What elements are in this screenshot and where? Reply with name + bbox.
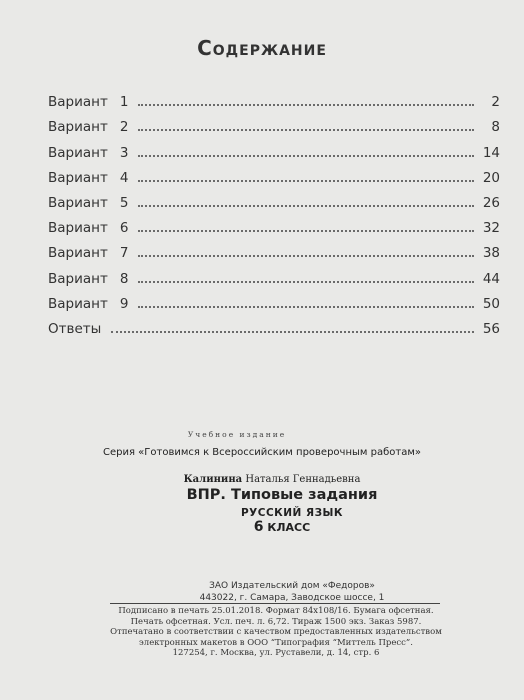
toc-entry-number: 6: [119, 220, 129, 237]
leader-dots: [138, 230, 474, 232]
toc-entry-number: 1: [119, 94, 129, 111]
toc-entry-label: Вариант 4: [48, 169, 129, 186]
divider: [110, 603, 440, 604]
leader-dots: [138, 129, 474, 131]
toc-entry: [48, 161, 500, 186]
print-info-line: Печать офсетная. Усл. печ. л. 6,72. Тираж 1500 экз. Заказ 5987.: [130, 616, 422, 627]
leader-dots: [138, 180, 474, 182]
toc-entry-label: Вариант 6: [48, 220, 129, 237]
toc-entry-label: Ответы: [48, 320, 102, 337]
publisher-name: ЗАО Издательский дом «Федоров»: [209, 581, 375, 591]
toc-entry-label: Вариант 8: [48, 270, 129, 287]
toc-entry-number: 7: [119, 245, 129, 262]
toc-entry-label: Вариант 2: [48, 119, 129, 136]
toc-entry-label: Вариант 9: [48, 295, 129, 312]
print-info-line: Подписано в печать 25.01.2018. Формат 84х108/16. Бумага офсетная.: [118, 606, 434, 616]
toc-entry-label: Вариант 7: [48, 245, 129, 262]
toc-entry: [48, 236, 500, 261]
toc-entry: [48, 261, 500, 286]
leader-dots: [138, 104, 474, 106]
toc-entry-page: 38: [482, 245, 500, 262]
toc-entry-number: 3: [119, 144, 129, 161]
leader-dots: [138, 205, 474, 207]
toc-entry-page: 56: [482, 320, 500, 337]
publisher-block: [30, 580, 524, 604]
print-info: [106, 606, 446, 659]
toc-entry-page: 44: [482, 270, 500, 287]
leader-dots: [111, 331, 474, 333]
toc-entry-page: 2: [491, 94, 500, 111]
toc-entry-label: Вариант 1: [48, 94, 129, 111]
toc-entry: [48, 110, 500, 135]
book-title: ВПР. Типовые задания: [186, 487, 378, 503]
toc-entry-number: 5: [119, 194, 129, 211]
toc-entry-label: Вариант 3: [48, 144, 129, 161]
toc-entry: [48, 135, 500, 160]
toc-entry-page: 32: [482, 220, 500, 237]
imprint-block: [0, 430, 524, 535]
print-info-line: электронных макетов в ООО “Типография “Миттель Пресс”.: [139, 637, 413, 648]
toc-entry: [48, 287, 500, 312]
toc-title: Содержание: [197, 36, 327, 60]
leader-dots: [138, 306, 474, 308]
toc-entry-page: 8: [491, 119, 500, 136]
author-name: Калинина Наталья Геннадьевна: [183, 474, 361, 485]
toc-entry-number: 9: [119, 295, 129, 312]
leader-dots: [138, 255, 474, 257]
toc-entry-label: Вариант 5: [48, 194, 129, 211]
toc-entry-number: 2: [119, 119, 129, 136]
toc-entry-number: 8: [119, 270, 129, 287]
toc-entry: [48, 211, 500, 236]
table-of-contents: [48, 85, 500, 337]
series-name: Серия «Готовимся к Всероссийским проверочным работам»: [103, 447, 421, 458]
edition-type: Учебное издание: [187, 430, 287, 439]
toc-entry-page: 14: [482, 144, 500, 161]
toc-entry: [48, 85, 500, 110]
toc-entry-page: 20: [482, 169, 500, 186]
toc-entry-page: 26: [482, 194, 500, 211]
grade: 6 КЛАСС: [253, 519, 311, 535]
toc-entry: [48, 186, 500, 211]
leader-dots: [138, 281, 474, 283]
toc-entry-page: 50: [482, 295, 500, 312]
print-info-line: 127254, г. Москва, ул. Руставели, д. 14, стр. 6: [172, 648, 380, 658]
subject: РУССКИЙ ЯЗЫК: [240, 507, 344, 519]
toc-entry-number: 4: [119, 169, 129, 186]
leader-dots: [138, 155, 474, 157]
print-info-line: Отпечатано в соответствии с качеством предоставленных издательством: [110, 627, 442, 637]
publisher-address: 443022, г. Самара, Заводское шоссе, 1: [199, 593, 385, 603]
toc-entry-answers: [48, 312, 500, 337]
